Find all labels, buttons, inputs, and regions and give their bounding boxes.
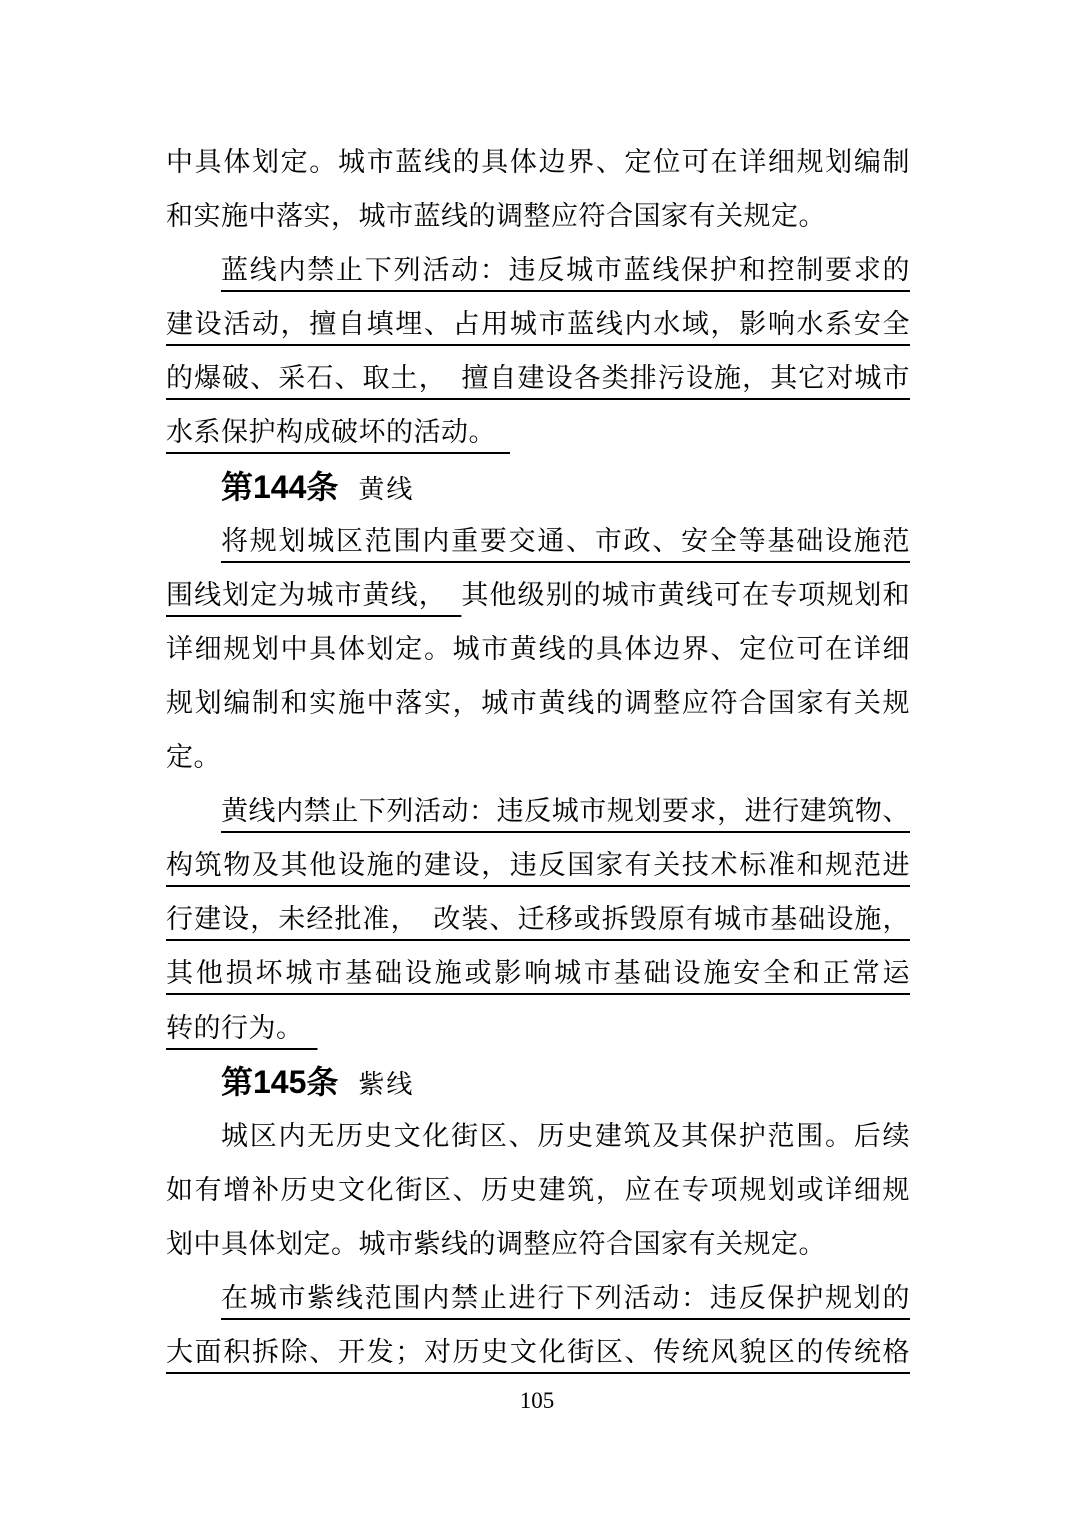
heading-number: 第144条 xyxy=(221,468,339,505)
section-heading xyxy=(166,1055,910,1109)
text-line xyxy=(166,838,910,892)
underlined-text: 大面积拆除、开发；对历史文化街区、传统风貌区的传统格 xyxy=(166,1337,910,1368)
text-line xyxy=(166,189,910,243)
text-line xyxy=(166,1001,910,1055)
text-line xyxy=(166,514,910,568)
text-line xyxy=(166,676,910,730)
text-line xyxy=(166,1271,910,1325)
plain-text: 详细规划中具体划定。城市黄线的具体边界、定位可在详细 xyxy=(166,633,910,664)
text-line xyxy=(166,351,910,405)
underlined-text: 的爆破、采石、取土， 擅自建设各类排污设施，其它对城市 xyxy=(166,363,910,394)
plain-text: 城区内无历史文化街区、历史建筑及其保护范围。后续 xyxy=(221,1120,910,1151)
text-line xyxy=(166,1163,910,1217)
underlined-text: 构筑物及其他设施的建设，违反国家有关技术标准和规范进 xyxy=(166,850,910,881)
text-line xyxy=(166,784,910,838)
text-line xyxy=(166,946,910,1000)
underlined-text: 将规划城区范围内重要交通、市政、安全等基础设施范 xyxy=(221,525,910,556)
text-line xyxy=(166,135,910,189)
underlined-text: 建设活动，擅自填埋、占用城市蓝线内水域，影响水系安全 xyxy=(166,309,910,340)
plain-text: 规划编制和实施中落实，城市黄线的调整应符合国家有关规 xyxy=(166,687,910,718)
text-line xyxy=(166,892,910,946)
plain-text: 如有增补历史文化街区、历史建筑，应在专项规划或详细规 xyxy=(166,1174,910,1205)
underlined-text: 在城市紫线范围内禁止进行下列活动：违反保护规划的 xyxy=(221,1282,910,1313)
underlined-text: 蓝线内禁止下列活动：违反城市蓝线保护和控制要求的 xyxy=(221,255,910,286)
underlined-text: 围线划定为城市黄线， xyxy=(166,579,462,610)
underlined-text: 行建设，未经批准， 改装、迁移或拆毁原有城市基础设施， xyxy=(166,904,910,935)
text-line xyxy=(166,730,910,784)
plain-text: 和实施中落实，城市蓝线的调整应符合国家有关规定。 xyxy=(166,201,826,232)
heading-title: 黄线 xyxy=(358,474,415,504)
plain-text: 其他级别的城市黄线可在专项规划和 xyxy=(461,579,911,610)
text-line xyxy=(166,405,910,459)
plain-text: 定。 xyxy=(166,742,221,773)
text-line xyxy=(166,1325,910,1379)
text-line xyxy=(166,568,910,622)
heading-title: 紫线 xyxy=(358,1069,415,1099)
document-body xyxy=(166,135,910,1379)
section-heading xyxy=(166,460,910,514)
underlined-text: 水系保护构成破坏的活动。 xyxy=(166,417,510,448)
plain-text: 划中具体划定。城市紫线的调整应符合国家有关规定。 xyxy=(166,1228,826,1259)
plain-text: 中具体划定。城市蓝线的具体边界、定位可在详细规划编制 xyxy=(166,147,910,177)
text-line xyxy=(166,1217,910,1271)
text-line xyxy=(166,622,910,676)
text-line xyxy=(166,243,910,297)
underlined-text: 黄线内禁止下列活动：违反城市规划要求，进行建筑物、 xyxy=(221,796,910,827)
heading-number: 第145条 xyxy=(221,1063,339,1100)
underlined-text: 转的行为。 xyxy=(166,1012,318,1043)
underlined-text: 其他损坏城市基础设施或影响城市基础设施安全和正常运 xyxy=(166,958,910,989)
page-number: 105 xyxy=(519,1388,555,1413)
text-line xyxy=(166,297,910,351)
text-line xyxy=(166,1109,910,1163)
